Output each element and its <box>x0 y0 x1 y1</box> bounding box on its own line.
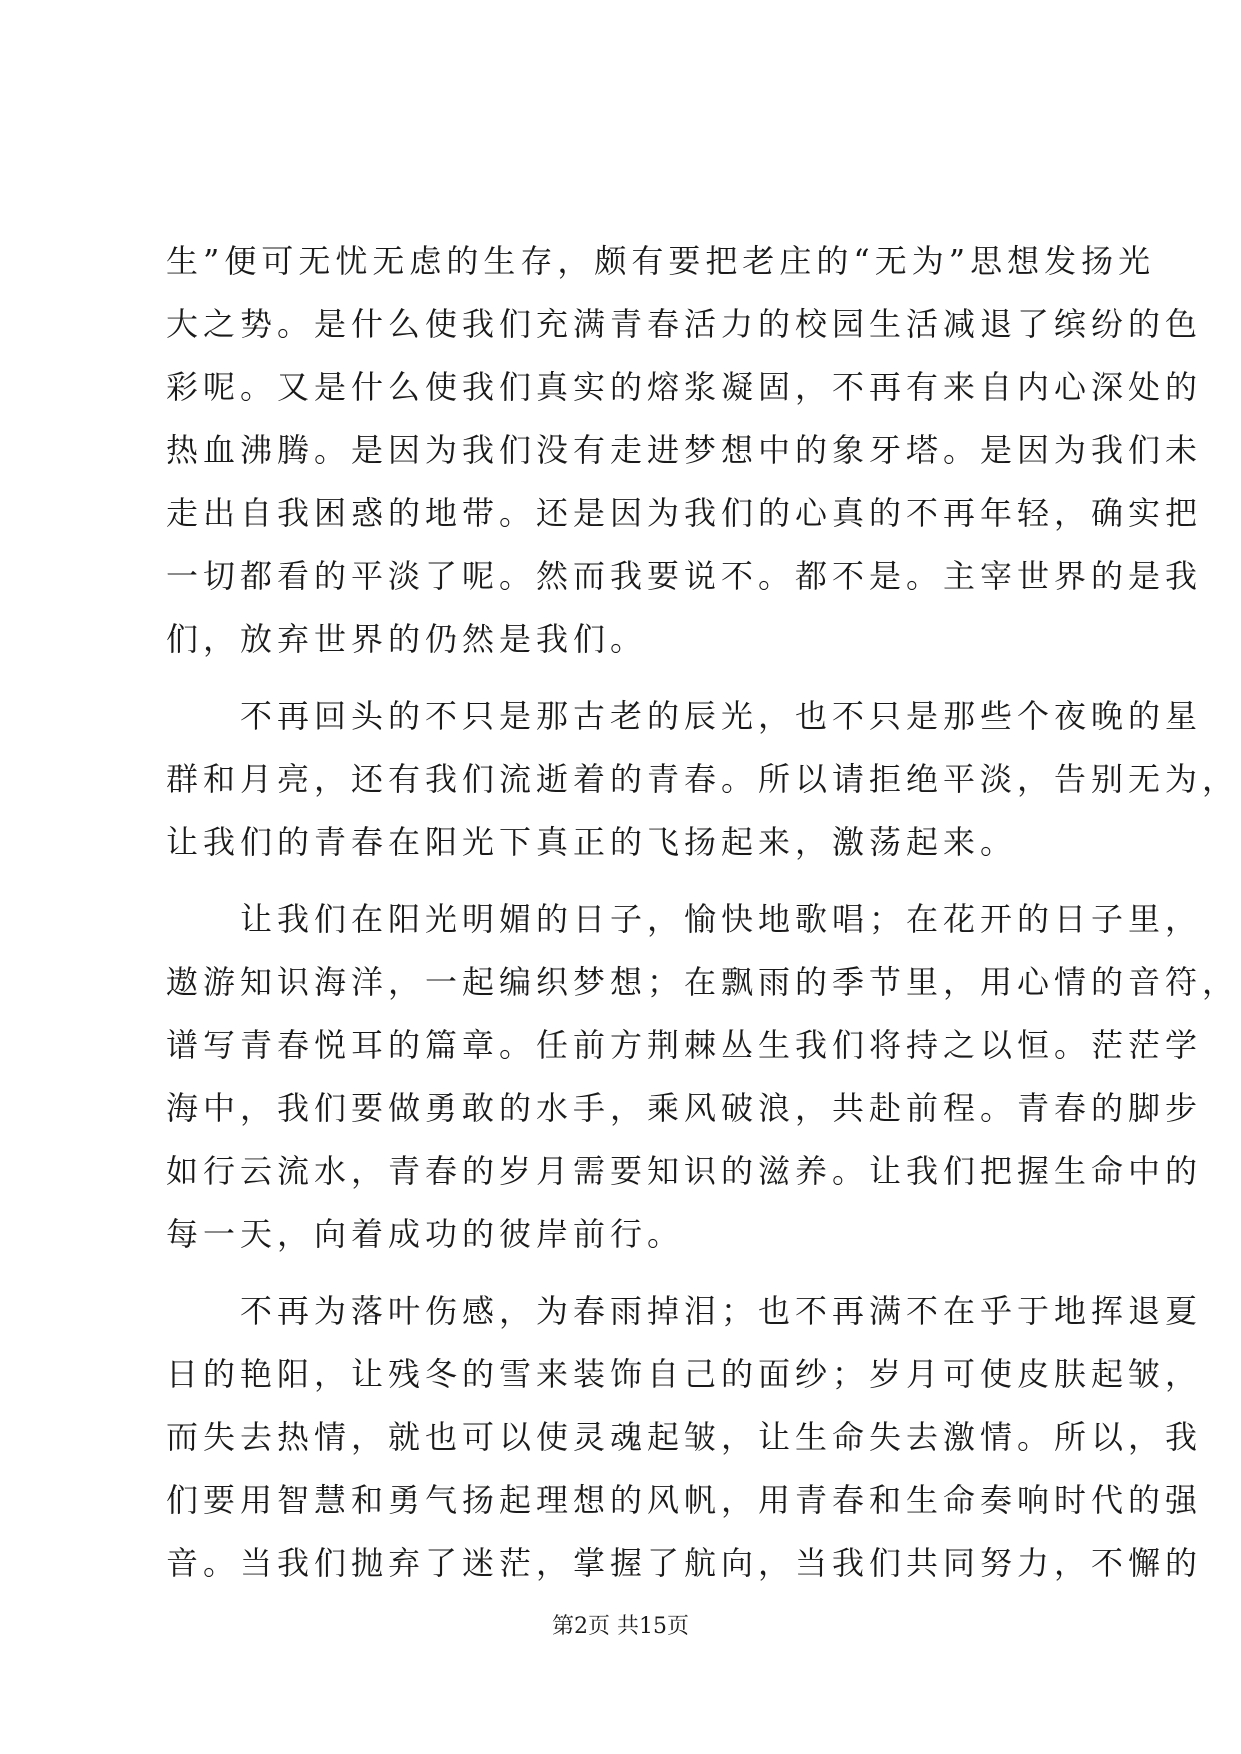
text-line: 谱写青春悦耳的篇章。任前方荆棘丛生我们将持之以恒。茫茫学 <box>166 1026 1203 1064</box>
text-line: 海中，我们要做勇敢的水手，乘风破浪，共赴前程。青春的脚步 <box>166 1089 1203 1127</box>
text-line: 们，放弃世界的仍然是我们。 <box>166 620 648 658</box>
text-line: 生”便可无忧无虑的生存，颇有要把老庄的“无为”思想发扬光 <box>166 242 1156 280</box>
text-line: 群和月亮，还有我们流逝着的青春。所以请拒绝平淡，告别无为， <box>166 760 1240 798</box>
text-line: 而失去热情，就也可以使灵魂起皱，让生命失去激情。所以，我 <box>166 1418 1203 1456</box>
text-line: 热血沸腾。是因为我们没有走进梦想中的象牙塔。是因为我们未 <box>166 431 1203 469</box>
text-line: 音。当我们抛弃了迷茫，掌握了航向，当我们共同努力，不懈的 <box>166 1544 1203 1582</box>
text-line: 遨游知识海洋，一起编织梦想；在飘雨的季节里，用心情的音符， <box>166 963 1240 1001</box>
paragraph-3 <box>166 888 1240 1266</box>
paragraph-4 <box>166 1280 1203 1595</box>
text-line: 大之势。是什么使我们充满青春活力的校园生活减退了缤纷的色 <box>166 305 1203 343</box>
text-line: 让我们的青春在阳光下真正的飞扬起来，激荡起来。 <box>166 823 1018 861</box>
paragraph-1 <box>166 230 1203 671</box>
page-footer: 第2页 共15页 <box>552 1614 689 1639</box>
text-line: 每一天，向着成功的彼岸前行。 <box>166 1215 685 1253</box>
text-line: 如行云流水，青春的岁月需要知识的滋养。让我们把握生命中的 <box>166 1152 1203 1190</box>
text-line: 日的艳阳，让残冬的雪来装饰自己的面纱；岁月可使皮肤起皱， <box>166 1355 1203 1393</box>
text-line: 走出自我困惑的地带。还是因为我们的心真的不再年轻，确实把 <box>166 494 1203 532</box>
text-line: 们要用智慧和勇气扬起理想的风帆，用青春和生命奏响时代的强 <box>166 1481 1203 1519</box>
body-text <box>166 230 1240 1595</box>
text-line: 不再回头的不只是那古老的辰光，也不只是那些个夜晚的星 <box>166 697 1203 735</box>
paragraph-2 <box>166 685 1240 874</box>
text-line: 彩呢。又是什么使我们真实的熔浆凝固，不再有来自内心深处的 <box>166 368 1203 406</box>
text-line: 不再为落叶伤感，为春雨掉泪；也不再满不在乎于地挥退夏 <box>166 1292 1203 1330</box>
text-line: 让我们在阳光明媚的日子，愉快地歌唱；在花开的日子里， <box>166 900 1203 938</box>
text-line: 一切都看的平淡了呢。然而我要说不。都不是。主宰世界的是我 <box>166 557 1203 595</box>
